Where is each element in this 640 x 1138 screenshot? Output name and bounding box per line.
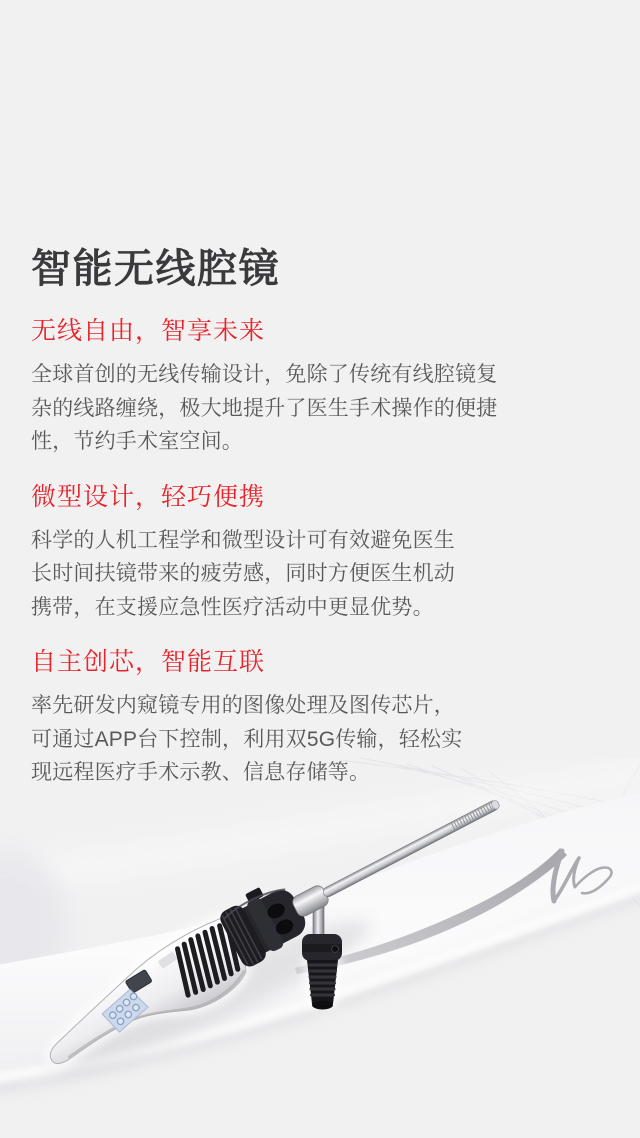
section-heading: 自主创芯，智能互联 [31, 648, 266, 676]
section-heading: 微型设计，轻巧便携 [31, 482, 266, 511]
section-body [31, 524, 531, 625]
body-line: 全球首创的无线传输设计，免除了传统有线腔镜复 [31, 363, 498, 386]
body-line: 率先研发内窥镜专用的图像处理及图传芯片， [31, 694, 455, 717]
section-wireless-freedom [31, 317, 531, 459]
section-heading: 无线自由，智享未来 [31, 317, 266, 345]
page-title: 智能无线腔镜 [31, 247, 280, 291]
body-line: 长时间扶镜带来的疲劳感，同时方便医生机动 [31, 562, 455, 585]
body-line: 杂的线路缠绕，极大地提升了医生手术操作的便捷 [31, 396, 498, 420]
body-line: 携带，在支援应急性医疗活动中更显优势。 [31, 595, 434, 619]
body-line: 现远程医疗手术示教、信息存储等。 [31, 761, 371, 784]
feature-text-column [31, 247, 531, 814]
wireless-endoscope-product-photo [0, 758, 640, 1138]
section-compact-design [31, 483, 531, 625]
body-line: 科学的人机工程学和微型设计可有效避免医生 [31, 528, 455, 552]
body-line: 可通过APP台下控制，利用双5G传输，轻松实 [31, 727, 463, 751]
section-body [31, 358, 531, 459]
body-line: 性，节约手术室空间。 [31, 430, 243, 453]
